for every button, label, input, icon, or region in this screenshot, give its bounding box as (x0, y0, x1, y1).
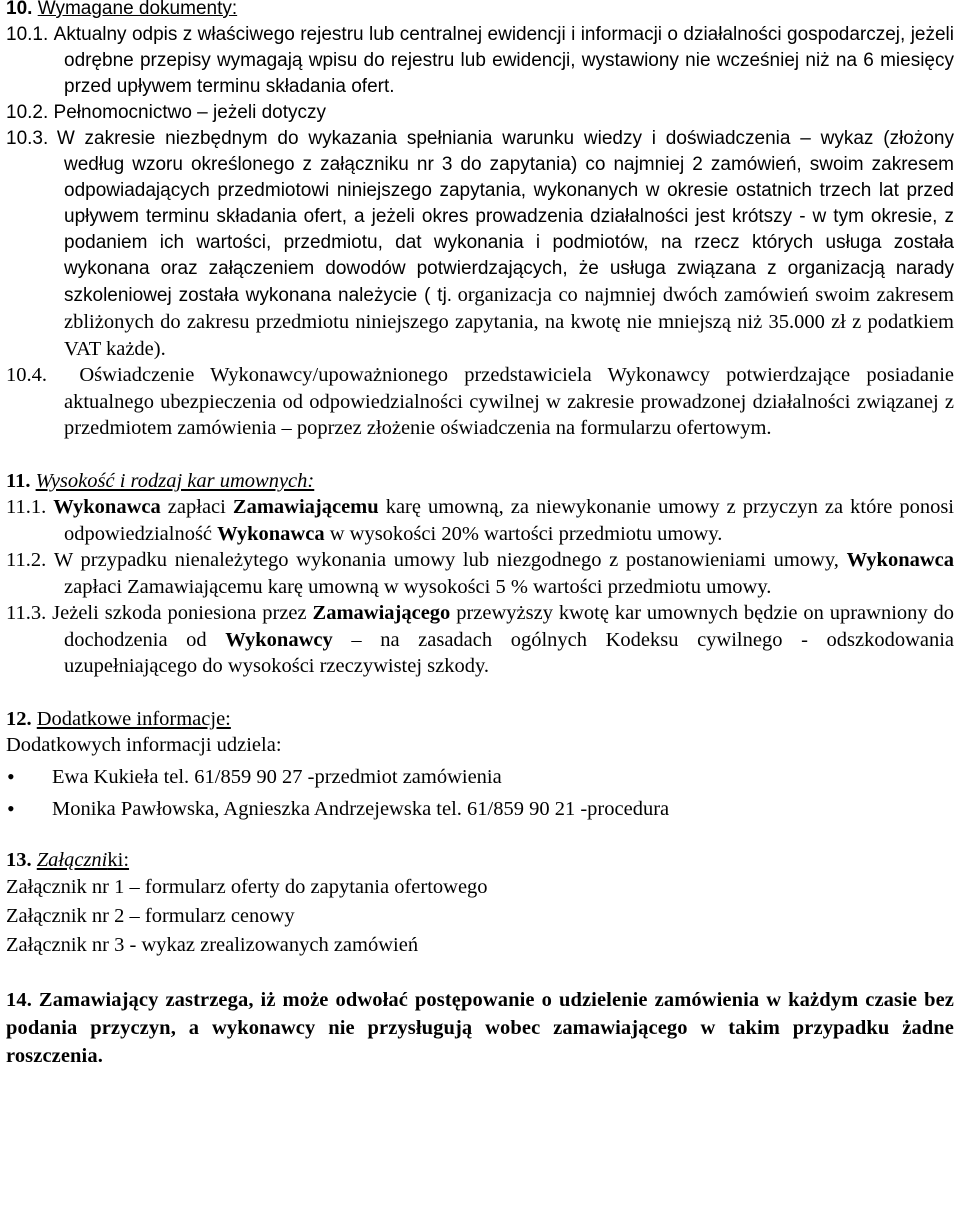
item-text: W przypadku nienależytego wykonania umowy lub niezgodnego z postanowieniami umowy, (53, 549, 839, 571)
item-number: 11.3. (6, 602, 47, 624)
section-12-heading (6, 706, 954, 733)
bold-term: Wykonawca (53, 496, 161, 518)
item-11-3 (6, 600, 955, 680)
spacer (6, 825, 954, 847)
item-text: karę umowną, za niewykonanie umowy z przyczyn za które ponosi odpowiedzialność (64, 496, 955, 545)
section-title: Wymagane dokumenty: (37, 0, 238, 19)
bold-term: Wykonawca (217, 522, 325, 545)
item-text: – na zasadach ogólnych Kodeksu cywilnego - odszkodowania uzupełniającego do wysokości rzeczywistej szkody. (64, 628, 955, 677)
item-text: zapłaci Zamawiającemu karę umowną w wysokości 5 % wartości przedmiotu umowy. (64, 575, 772, 598)
spacer (6, 442, 954, 468)
item-number: 10.2. (6, 102, 49, 123)
item-text: Oświadczenie Wykonawcy/upoważnionego przedstawiciela Wykonawcy potwierdzające posiadanie aktualnego ubezpieczenia od odpowiedzialności cywilnej w zakresie prowadzonej działalności związanej z przedmiotem zamówienia – poprzez złożenie oświadczenia na formularzu ofertowym. (64, 364, 954, 439)
section-number: 10. (6, 0, 33, 19)
item-text: Pełnomocnictwo – jeżeli dotyczy (53, 102, 327, 123)
item-10-4 (6, 362, 954, 442)
section-number: 13. (6, 848, 32, 871)
bold-term: Wykonawca (846, 549, 955, 571)
spacer (6, 960, 954, 986)
section-14-notice: 14. Zamawiający zastrzega, iż może odwołać postępowanie o udzielenie zamówienia w każdym czasie bez podania przyczyn, a wykonawcy nie przysługują wobec zamawiającego w takim przypadku żadne roszczenia. (6, 989, 954, 1067)
section-title (37, 849, 129, 871)
item-11-1 (6, 494, 955, 547)
section-number: 11. (6, 469, 31, 492)
section-11-heading (6, 468, 954, 495)
item-text-continued: organizacja co najmniej dwóch zamówień swoim zakresem zbliżonych do zakresu przedmiotu niniejszego zapytania, na kwotę nie mniejszą niż 35.000 zł z podatkiem VAT każde). (64, 284, 955, 360)
item-number: 10.1. (6, 24, 49, 45)
item-number: 11.2. (6, 549, 47, 571)
contact-list (6, 761, 954, 825)
section-number: 12. (6, 707, 32, 730)
item-10-1 (6, 22, 954, 100)
bold-term: Zamawiającego (312, 602, 451, 624)
section-title: Dodatkowe informacje: (36, 707, 231, 730)
title-rest-part: ki: (107, 848, 130, 871)
attachment-line: Załącznik nr 3 - wykaz zrealizowanych zamówień (6, 934, 419, 956)
item-text: zapłaci (167, 496, 226, 518)
section-13-heading (6, 847, 954, 874)
section-title: Wysokość i rodzaj kar umownych: (35, 469, 315, 492)
bold-term: Zamawiającemu (232, 496, 379, 518)
item-text: Jeżeli szkoda poniesiona przez (52, 602, 307, 624)
attachment-line: Załącznik nr 2 – formularz cenowy (6, 905, 295, 927)
title-italic-part: Załączni (36, 848, 108, 871)
item-number: 11.1. (6, 496, 47, 518)
item-10-2 (6, 100, 954, 126)
item-10-3 (6, 126, 955, 362)
contact-item: • Monika Pawłowska, Agnieszka Andrzejewska tel. 61/859 90 21 -procedura (6, 793, 954, 825)
spacer (6, 680, 954, 706)
contact-intro: Dodatkowych informacji udziela: (6, 734, 282, 756)
item-text: przewyższy kwotę kar umownych będzie on uprawniony do dochodzenia od (64, 602, 955, 651)
attachment-line: Załącznik nr 1 – formularz oferty do zapytania ofertowego (6, 876, 488, 898)
section-10-heading (6, 0, 954, 22)
item-11-2 (6, 547, 955, 600)
item-number: 10.4. (6, 364, 47, 386)
contact-item: • Ewa Kukieła tel. 61/859 90 27 -przedmiot zamówienia (6, 761, 954, 793)
item-text: Aktualny odpis z właściwego rejestru lub centralnej ewidencji i informacji o działalności gospodarczej, jeżeli odrębne przepisy wymagają wpisu do rejestru lub ewidencji, wystawiony nie wcześniej niż na 6 miesięcy przed upływem terminu składania ofert. (53, 24, 954, 97)
bold-term: Wykonawcy (225, 628, 333, 651)
item-text: w wysokości 20% wartości przedmiotu umowy. (329, 522, 723, 545)
item-text: W zakresie niezbędnym do wykazania spełniania warunku wiedzy i doświadczenia – wykaz (złożony według wzoru określonego z załączniku nr 3 do zapytania) co najmniej 2 zamówień, swoim zakresem odpowiadających przedmiotowi niniejszego zapytania, wykonanych w okresie ostatnich trzech lat przed upływem terminu składania ofert, a jeżeli okres prowadzenia działalności jest krótszy - w tym okresie, z podaniem ich wartości, przedmiotu, dat wykonania i podmiotów, na rzecz których usługa została wykonana oraz załączeniem dowodów potwierdzających, że usługa związana z organizacją narady szkoleniowej została wykonana należycie ( tj. (56, 128, 954, 306)
item-number: 10.3. (6, 128, 49, 149)
